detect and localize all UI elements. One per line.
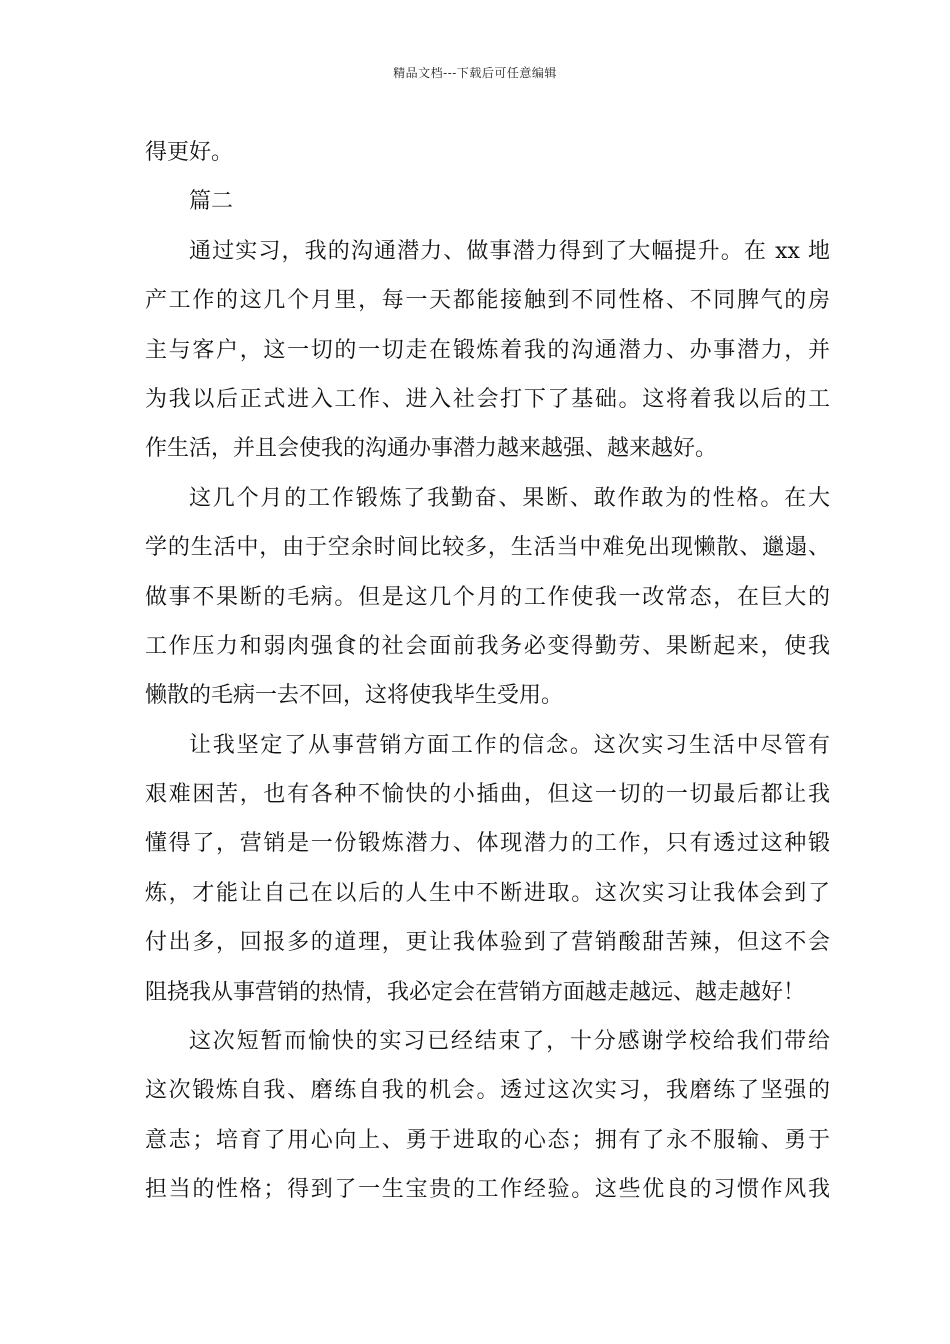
text-line: 这次锻炼自我、磨练自我的机会。透过这次实习，我磨练了坚强的 bbox=[145, 1078, 830, 1104]
text-line: 学的生活中，由于空余时间比较多，生活当中难免出现懒散、邋遢、 bbox=[145, 535, 830, 561]
text-line: 主与客户，这一切的一切走在锻炼着我的沟通潜力、办事潜力，并 bbox=[145, 337, 830, 363]
text-line: 担当的性格；得到了一生宝贵的工作经验。这些优良的习惯作风我 bbox=[145, 1177, 830, 1203]
text-line: 付出多，回报多的道理，更让我体验到了营销酸甜苦辣，但这不会 bbox=[145, 930, 830, 956]
page-header: 精品文档---下载后可任意编辑 bbox=[393, 66, 557, 80]
text-line: 篇二 bbox=[189, 189, 234, 215]
text-line: 艰难困苦，也有各种不愉快的小插曲，但这一切的一切最后都让我 bbox=[145, 782, 830, 808]
text-line: 为我以后正式进入工作、进入社会打下了基础。这将着我以后的工 bbox=[145, 386, 830, 412]
document-body bbox=[145, 128, 830, 1215]
text-line: 意志；培育了用心向上、勇于进取的心态；拥有了永不服输、勇于 bbox=[145, 1127, 830, 1153]
text-line: 通过实习，我的沟通潜力、做事潜力得到了大幅提升。在 xx 地 bbox=[189, 238, 830, 264]
text-line: 懒散的毛病一去不回，这将使我毕生受用。 bbox=[145, 683, 564, 709]
text-line: 这几个月的工作锻炼了我勤奋、果断、敢作敢为的性格。在大 bbox=[189, 485, 830, 511]
text-line: 懂得了，营销是一份锻炼潜力、体现潜力的工作，只有透过这种锻 bbox=[145, 831, 830, 857]
text-line: 产工作的这几个月里，每一天都能接触到不同性格、不同脾气的房 bbox=[145, 288, 830, 314]
text-line: 工作压力和弱肉强食的社会面前我务必变得勤劳、果断起来，使我 bbox=[145, 633, 830, 659]
text-line: 作生活，并且会使我的沟通办事潜力越来越强、越来越好。 bbox=[145, 436, 718, 462]
text-line: 这次短暂而愉快的实习已经结束了，十分感谢学校给我们带给 bbox=[189, 1029, 830, 1055]
text-line: 让我坚定了从事营销方面工作的信念。这次实习生活中尽管有 bbox=[189, 732, 830, 758]
text-line: 得更好。 bbox=[145, 140, 234, 165]
text-line: 做事不果断的毛病。但是这几个月的工作使我一改常态，在巨大的 bbox=[145, 584, 830, 610]
text-line: 炼，才能让自己在以后的人生中不断进取。这次实习让我体会到了 bbox=[145, 880, 830, 906]
text-line: 阻挠我从事营销的热情，我必定会在营销方面越走越远、越走越好！ bbox=[145, 979, 806, 1005]
